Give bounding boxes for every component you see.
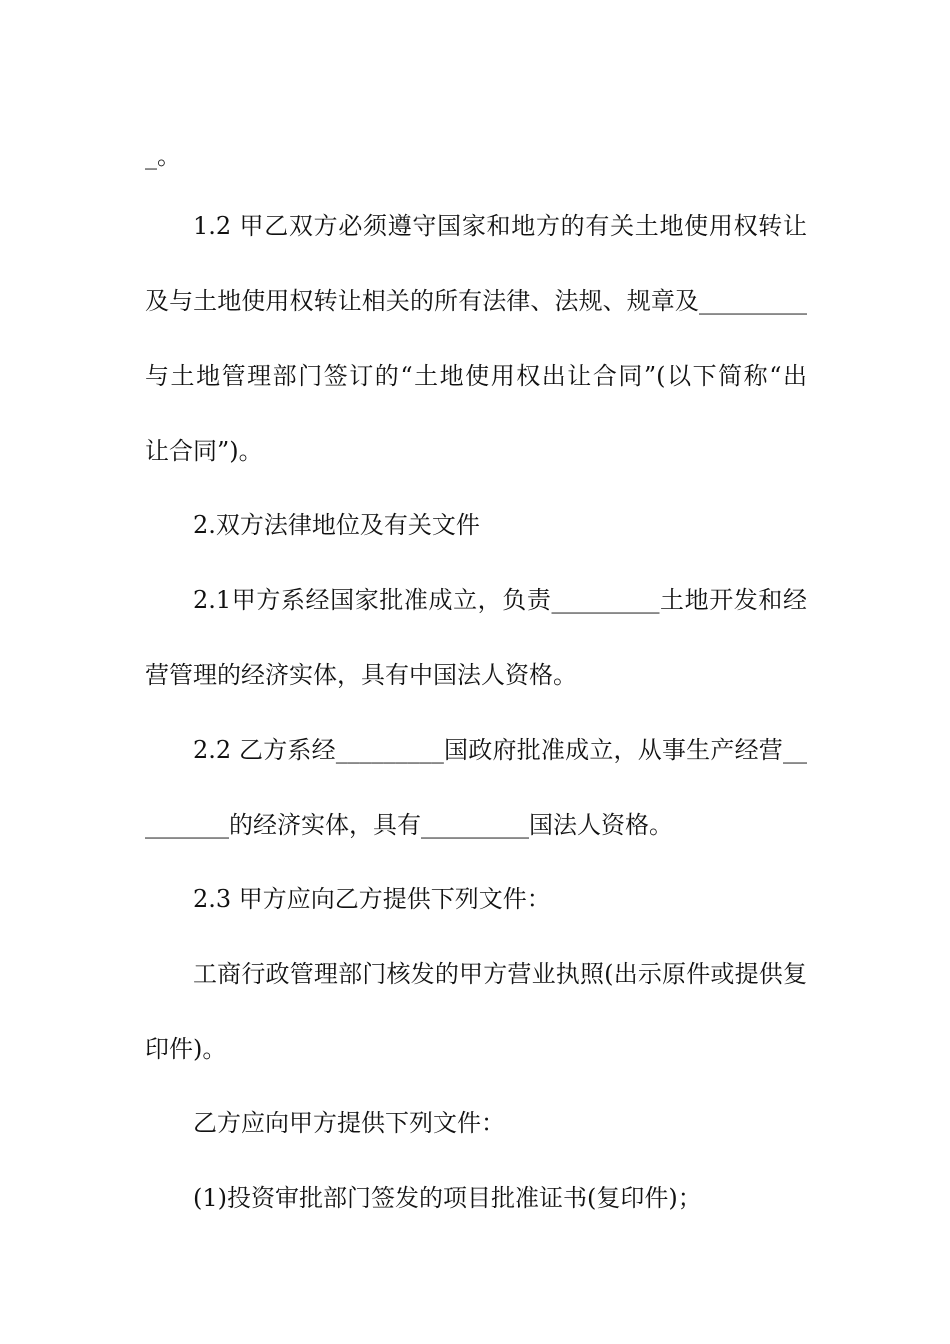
text-line: _______的经济实体，具有_________国法人资格。: [145, 811, 673, 839]
text-line: 印件)。: [145, 1035, 227, 1063]
text-line: 及与土地使用权转让相关的所有法律、法规、规章及_________: [145, 287, 807, 315]
text-line: 营管理的经济实体，具有中国法人资格。: [145, 661, 577, 689]
text-line: 乙方应向甲方提供下列文件：: [193, 1109, 505, 1137]
text-line: _。: [145, 142, 181, 170]
text-line: 工商行政管理部门核发的甲方营业执照(出示原件或提供复: [193, 960, 807, 988]
clause-2-1-line: 2.1甲方系经国家批准成立，负责_________土地开发和经: [193, 586, 807, 614]
section-2-heading: 2.双方法律地位及有关文件: [193, 511, 480, 539]
text-line: 让合同”)。: [145, 437, 263, 465]
clause-2-3-line: 2.3 甲方应向乙方提供下列文件：: [193, 885, 551, 913]
clause-1-2-line: 1.2 甲乙双方必须遵守国家和地方的有关土地使用权转让: [193, 212, 807, 240]
list-item: (1)投资审批部门签发的项目批准证书(复印件)；: [193, 1184, 702, 1212]
clause-2-2-line: 2.2 乙方系经_________国政府批准成立，从事生产经营__: [193, 736, 807, 764]
text-line: 与土地管理部门签订的“土地使用权出让合同”(以下简称“出: [145, 362, 807, 390]
